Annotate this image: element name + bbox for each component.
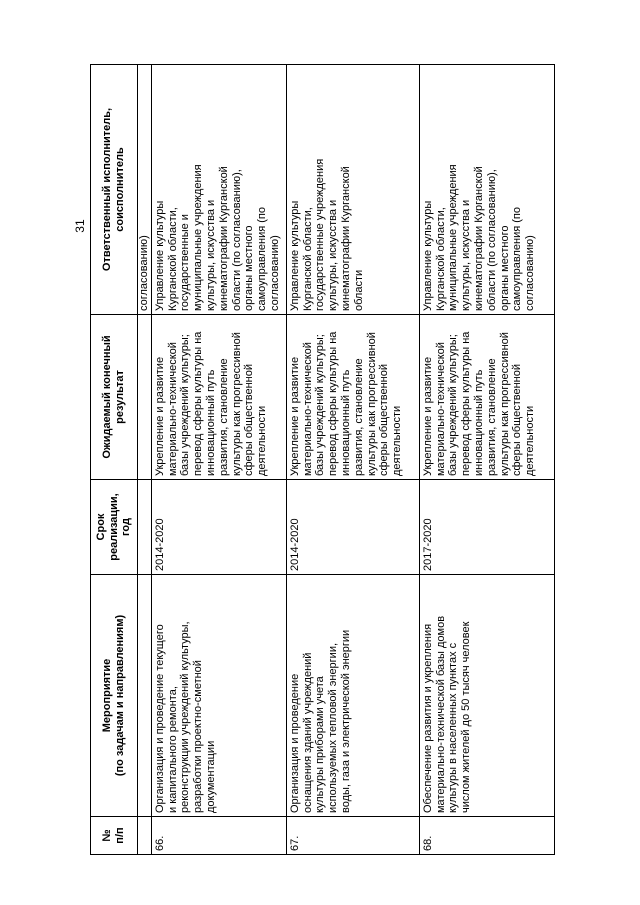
continuation-executor: согласованию) [138, 65, 152, 315]
header-result: Ожидаемый конечный результат [91, 315, 138, 480]
row-num: 66. [151, 817, 286, 855]
row-activity: Обеспечение развития и укрепления материально-технической базы домов культуры в населенных пунктах с числом жителей до 50 тысяч человек [419, 575, 554, 817]
table-row [286, 65, 419, 855]
row-term: 2014-2020 [151, 480, 286, 575]
rotated-table-container [90, 65, 570, 855]
table-row [419, 65, 554, 855]
header-num: № п/п [91, 817, 138, 855]
row-executor: Управление культуры Курганской области, государственные и муниципальные учреждения культуры, искусства и кинематографии Курганской области (по согласованию), органы местного самоуправления (по согласованию) [151, 65, 286, 315]
cell [138, 480, 152, 575]
cell [138, 817, 152, 855]
cell [138, 315, 152, 480]
row-num: 67. [286, 817, 419, 855]
row-executor: Управление культуры Курганской области, государственные учреждения культуры, искусства и кинематографии Курганской области [286, 65, 419, 315]
row-result: Укрепление и развитие материально-технической базы учреждений культуры; перевод сферы культуры на инновационный путь развития, становление культуры как прогрессивной сферы общественной деятельности [419, 315, 554, 480]
page-number: 31 [73, 219, 87, 233]
activities-table [90, 64, 555, 855]
row-activity: Организация и проведение оснащения зданий учреждений культуры приборами учета используемых тепловой энергии, воды, газа и электрической энергии [286, 575, 419, 817]
row-result: Укрепление и развитие материально-технической базы учреждений культуры; перевод сферы культуры на инновационный путь развития, становление культуры как прогрессивной сферы общественной деятельности [151, 315, 286, 480]
row-term: 2014-2020 [286, 480, 419, 575]
table-row [151, 65, 286, 855]
cell [138, 575, 152, 817]
row-result: Укрепление и развитие материально-технической базы учреждений культуры; перевод сферы культуры на инновационный путь развития, становление культуры как прогрессивной сферы общественной деятельности [286, 315, 419, 480]
row-num: 68. [419, 817, 554, 855]
row-term: 2017-2020 [419, 480, 554, 575]
header-activity: Мероприятие (по задачам и направлениям) [91, 575, 138, 817]
row-executor: Управление культуры Курганской области, муниципальные учреждения культуры, искусства и кинематографии Курганской области (по согласованию), органы местного самоуправления (по согласованию) [419, 65, 554, 315]
table-header-row [91, 65, 138, 855]
header-term: Срок реализации, год [91, 480, 138, 575]
continuation-row [138, 65, 152, 855]
row-activity: Организация и проведение текущего и капитального ремонта, реконструкции учреждений культуры, разработки проектно-сметной документации [151, 575, 286, 817]
header-executor: Ответственный исполнитель, соисполнитель [91, 65, 138, 315]
